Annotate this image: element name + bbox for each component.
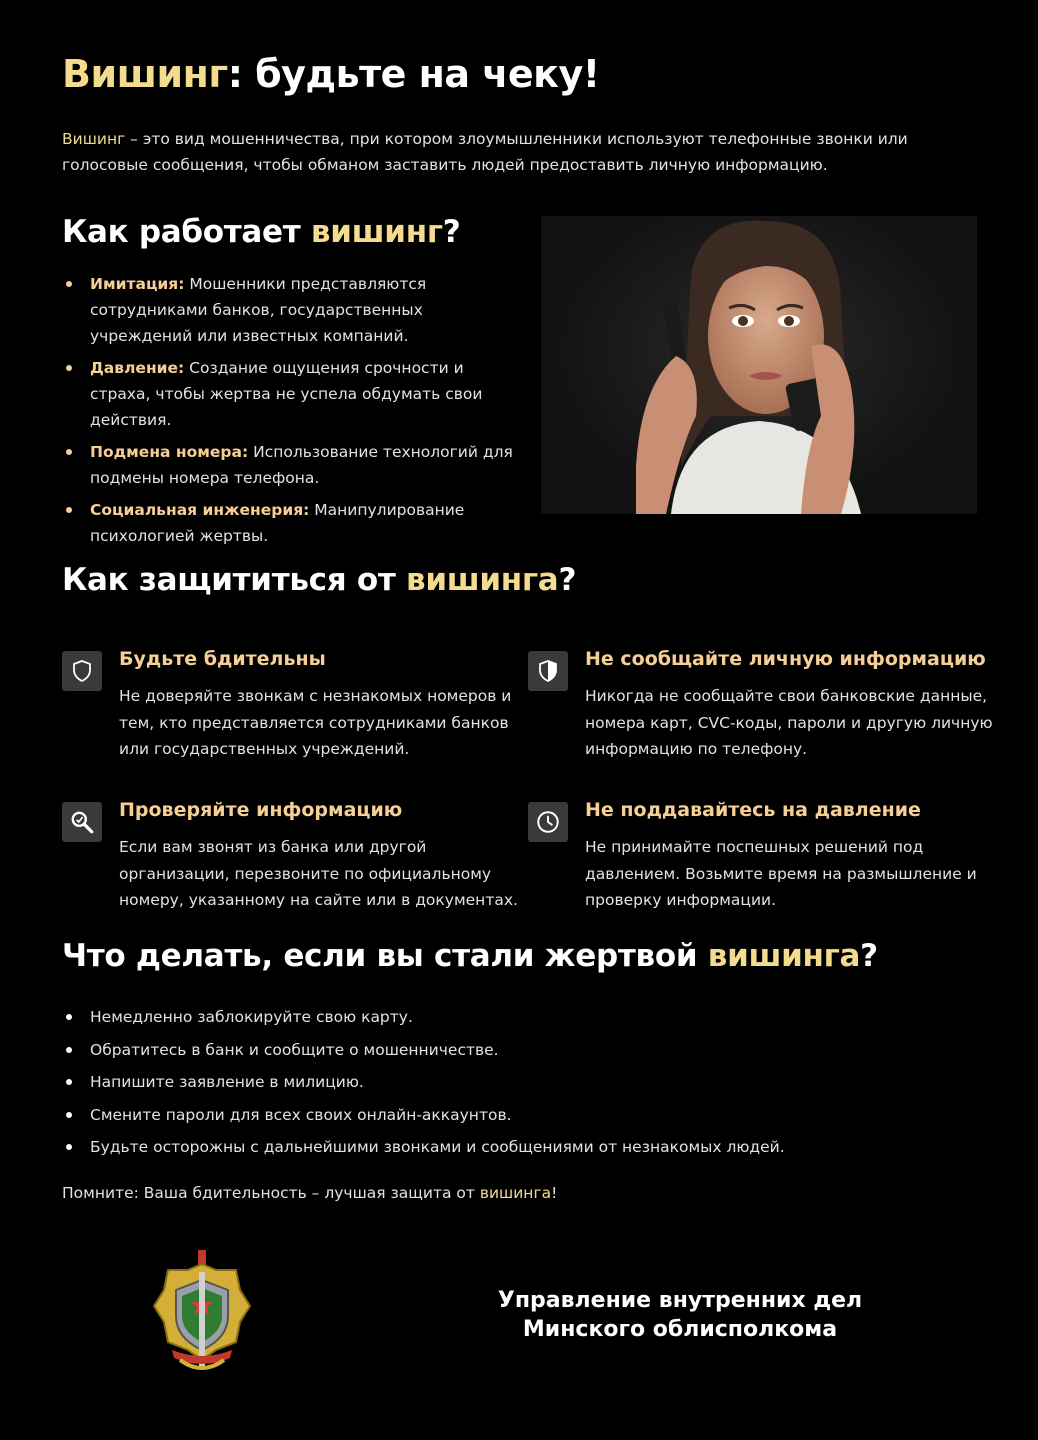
tip-text: Если вам звонят из банка или другой организации, перезвоните по официальному номеру, указанному на сайте или в документах. — [119, 838, 518, 909]
clock-icon — [528, 802, 568, 842]
shield-half-icon — [528, 651, 568, 691]
tip-no-pressure — [528, 796, 998, 914]
list-item: Немедленно заблокируйте свою карту. — [62, 1004, 962, 1030]
organization-name — [480, 1286, 880, 1344]
tip-text: Никогда не сообщайте свои банковские данные, номера карт, CVC-коды, пароли и другую личную информацию по телефону. — [585, 687, 993, 758]
tip-title: Не сообщайте личную информацию — [585, 648, 986, 670]
tip-be-vigilant — [62, 645, 522, 763]
tip-text: Не доверяйте звонкам с незнакомых номеров и тем, кто представляется сотрудниками банков или государственных учреждений. — [119, 687, 512, 758]
how-list — [62, 271, 522, 555]
list-item: Напишите заявление в милицию. — [62, 1069, 962, 1095]
remember-note: Помните: Ваша бдительность – лучшая защита от вишинга! — [62, 1184, 558, 1202]
shield-icon — [62, 651, 102, 691]
tip-title: Будьте бдительны — [119, 648, 326, 670]
org-line-2: Минского облисполкома — [522, 1317, 838, 1342]
tip-title: Не поддавайтесь на давление — [585, 799, 921, 821]
intro-paragraph: Вишинг – это вид мошенничества, при котором злоумышленники используют телефонные звонки или голосовые сообщения, чтобы обманом заставить людей предоставить личную информацию. — [62, 130, 908, 174]
tip-check-info — [62, 796, 522, 914]
list-item: Смените пароли для всех своих онлайн-аккаунтов. — [62, 1102, 962, 1128]
list-item: Давление: Создание ощущения срочности и страха, чтобы жертва не успела обдумать свои действия. — [62, 355, 522, 433]
search-icon — [62, 802, 102, 842]
tip-text: Не принимайте поспешных решений под давлением. Возьмите время на размышление и проверку информации. — [585, 838, 977, 909]
list-item: Обратитесь в банк и сообщите о мошенничестве. — [62, 1037, 962, 1063]
tip-no-personal-info — [528, 645, 998, 763]
victim-list — [62, 1004, 962, 1167]
list-item: Социальная инженерия: Манипулирование психологией жертвы. — [62, 497, 522, 549]
org-line-1: Управление внутренних дел — [497, 1288, 863, 1313]
protect-heading: Как защититься от вишинга? — [62, 562, 577, 598]
list-item: Подмена номера: Использование технологий для подмены номера телефона. — [62, 439, 522, 491]
victim-heading: Что делать, если вы стали жертвой вишинга? — [62, 938, 878, 974]
how-heading: Как работает вишинг? — [62, 214, 461, 250]
police-emblem-logo — [150, 1250, 254, 1380]
woman-on-phone-photo — [541, 216, 977, 514]
tip-title: Проверяйте информацию — [119, 799, 403, 821]
list-item: Будьте осторожны с дальнейшими звонками и сообщениями от незнакомых людей. — [62, 1134, 962, 1160]
list-item: Имитация: Мошенники представляются сотрудниками банков, государственных учреждений или известных компаний. — [62, 271, 522, 349]
page-title: Вишинг: будьте на чеку! — [62, 52, 600, 96]
